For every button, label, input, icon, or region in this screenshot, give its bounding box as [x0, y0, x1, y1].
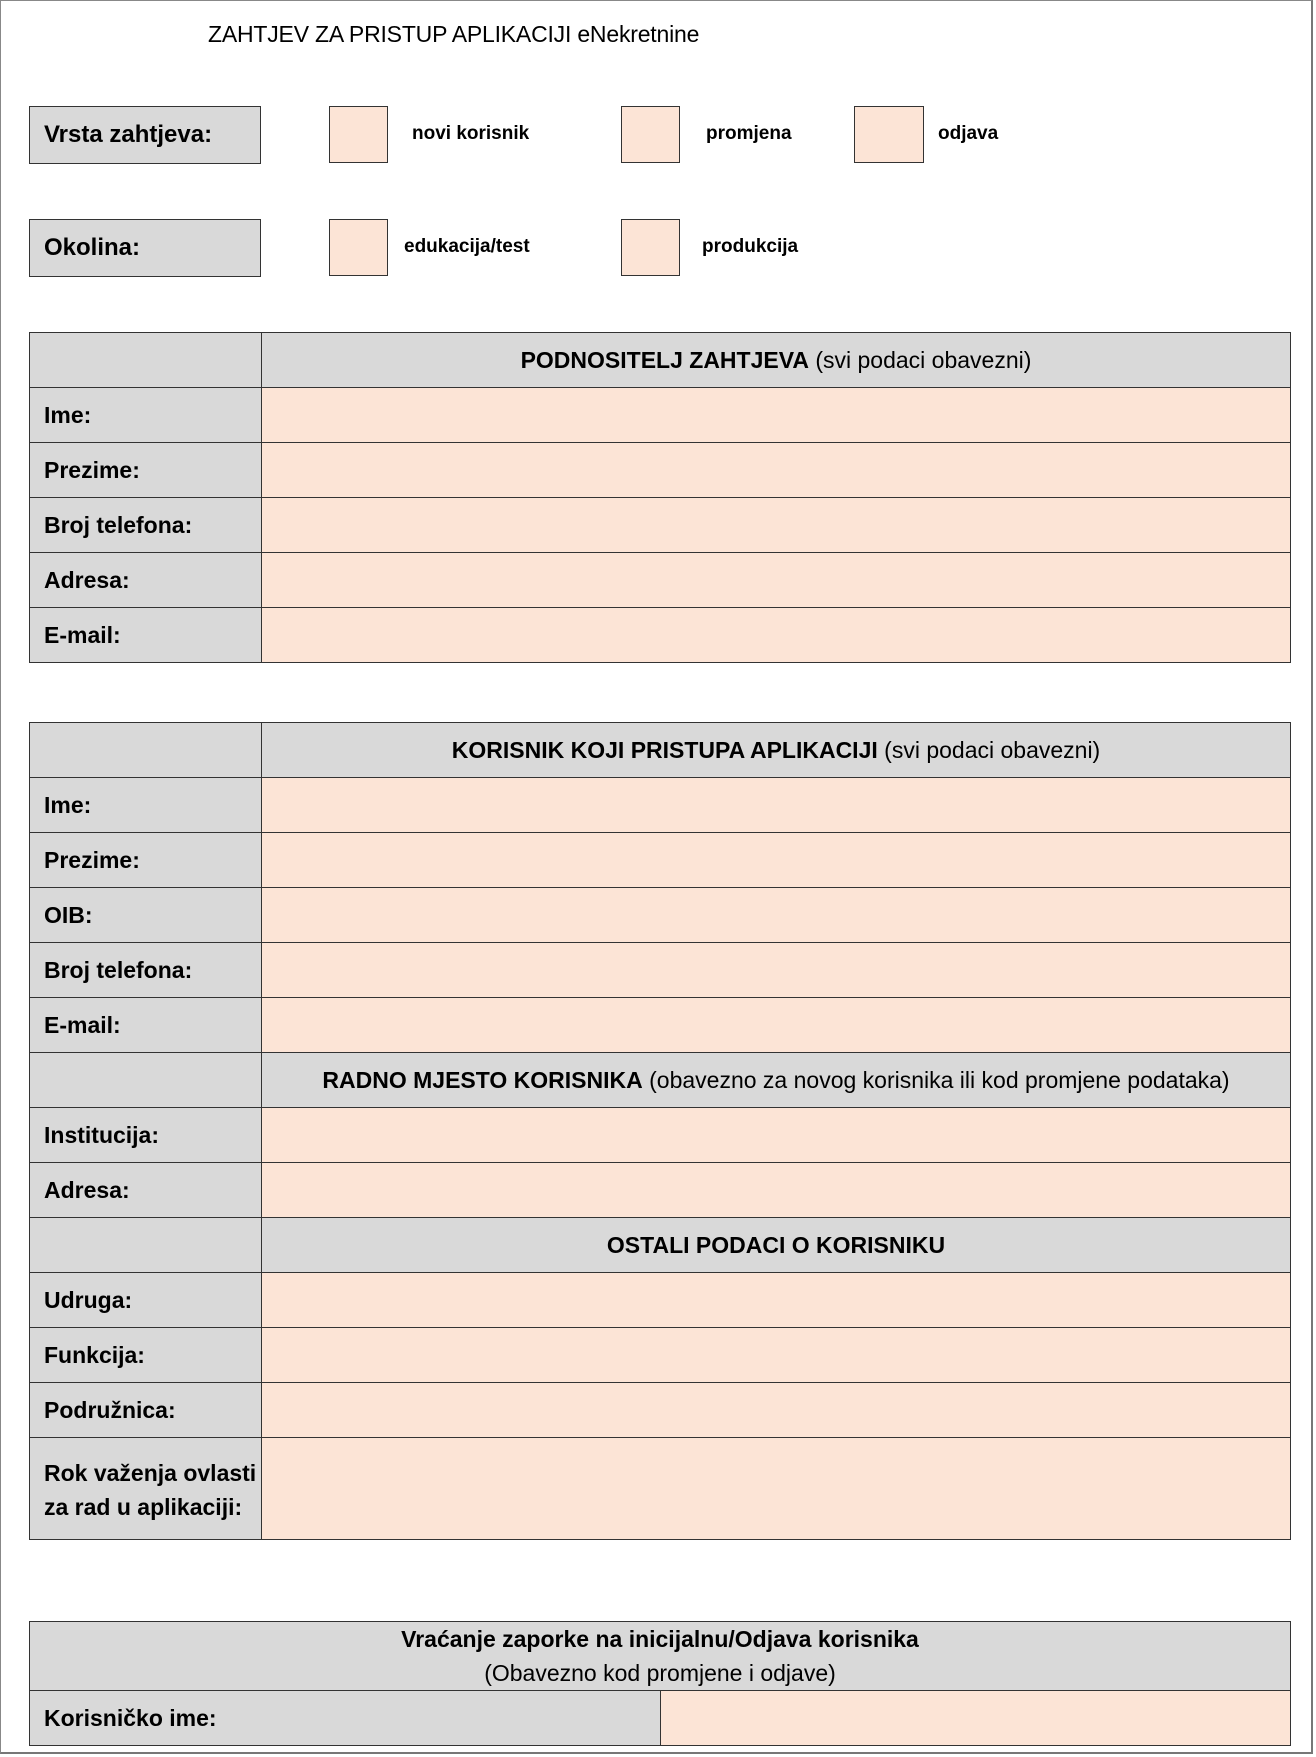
checkbox-novi-korisnik[interactable] [329, 106, 388, 163]
applicant-adresa-field[interactable] [262, 553, 1291, 608]
table-row [30, 1273, 1291, 1328]
workplace-header-blank [30, 1053, 262, 1108]
applicant-email-label: E-mail: [30, 608, 262, 663]
table-row [30, 1108, 1291, 1163]
table-row [30, 498, 1291, 553]
user-header-title: KORISNIK KOJI PRISTUPA APLIKACIJI [451, 736, 878, 763]
table-row [30, 608, 1291, 663]
table-row [30, 1328, 1291, 1383]
user-header-blank [30, 723, 262, 778]
other-header [262, 1218, 1291, 1273]
reset-header [30, 1622, 1291, 1691]
other-header-row [30, 1218, 1291, 1273]
reset-korisnicko-ime-field[interactable] [660, 1691, 1291, 1746]
other-podruznica-label: Podružnica: [30, 1383, 262, 1438]
workplace-header [262, 1053, 1291, 1108]
applicant-header-row [30, 333, 1291, 388]
other-header-blank [30, 1218, 262, 1273]
applicant-prezime-label: Prezime: [30, 443, 262, 498]
table-row [30, 998, 1291, 1053]
user-header [262, 723, 1291, 778]
table-row [30, 1163, 1291, 1218]
table-row [30, 388, 1291, 443]
table-row [30, 888, 1291, 943]
user-ime-field[interactable] [262, 778, 1291, 833]
user-ime-label: Ime: [30, 778, 262, 833]
request-type-label: Vrsta zahtjeva: [29, 106, 261, 164]
checkbox-label-novi-korisnik: novi korisnik [412, 123, 530, 144]
checkbox-label-edukacija-test: edukacija/test [404, 236, 530, 257]
other-udruga-label: Udruga: [30, 1273, 262, 1328]
workplace-adresa-label: Adresa: [30, 1163, 262, 1218]
applicant-ime-field[interactable] [262, 388, 1291, 443]
user-email-label: E-mail: [30, 998, 262, 1053]
workplace-header-title: RADNO MJESTO KORISNIKA [322, 1066, 643, 1093]
reset-korisnicko-ime-label: Korisničko ime: [30, 1691, 661, 1746]
workplace-header-note: (obavezno za novog korisnika ili kod promjene podataka) [642, 1066, 1230, 1093]
checkbox-edukacija-test[interactable] [329, 219, 388, 276]
applicant-header-note: (svi podaci obavezni) [808, 346, 1032, 373]
workplace-institucija-label: Institucija: [30, 1108, 262, 1163]
applicant-header [262, 333, 1291, 388]
applicant-table [29, 332, 1291, 663]
other-funkcija-label: Funkcija: [30, 1328, 262, 1383]
other-podruznica-field[interactable] [262, 1383, 1291, 1438]
table-row [30, 553, 1291, 608]
table-row [30, 943, 1291, 998]
applicant-telefon-label: Broj telefona: [30, 498, 262, 553]
other-rok-vazenja-label: Rok važenja ovlasti za rad u aplikaciji: [30, 1438, 262, 1540]
reset-header-note: (Obavezno kod promjene i odjave) [484, 1660, 836, 1686]
checkbox-promjena[interactable] [621, 106, 680, 163]
reset-header-title: Vraćanje zaporke na inicijalnu/Odjava korisnika [401, 1626, 919, 1652]
checkbox-label-produkcija: produkcija [702, 236, 799, 257]
applicant-telefon-field[interactable] [262, 498, 1291, 553]
table-row [30, 833, 1291, 888]
user-telefon-label: Broj telefona: [30, 943, 262, 998]
page-title: ZAHTJEV ZA PRISTUP APLIKACIJI eNekretnine [208, 21, 700, 47]
workplace-institucija-field[interactable] [262, 1108, 1291, 1163]
user-table [29, 722, 1291, 1540]
other-rok-vazenja-field[interactable] [262, 1438, 1291, 1540]
user-telefon-field[interactable] [262, 943, 1291, 998]
other-udruga-field[interactable] [262, 1273, 1291, 1328]
user-header-row [30, 723, 1291, 778]
workplace-adresa-field[interactable] [262, 1163, 1291, 1218]
user-prezime-label: Prezime: [30, 833, 262, 888]
other-funkcija-field[interactable] [262, 1328, 1291, 1383]
checkbox-produkcija[interactable] [621, 219, 680, 276]
table-row [30, 778, 1291, 833]
user-email-field[interactable] [262, 998, 1291, 1053]
table-row [30, 1691, 1291, 1746]
applicant-prezime-field[interactable] [262, 443, 1291, 498]
applicant-ime-label: Ime: [30, 388, 262, 443]
other-header-title: OSTALI PODACI O KORISNIKU [606, 1231, 946, 1258]
applicant-header-blank [30, 333, 262, 388]
checkbox-label-odjava: odjava [938, 123, 999, 144]
applicant-header-title: PODNOSITELJ ZAHTJEVA [520, 346, 809, 373]
applicant-email-field[interactable] [262, 608, 1291, 663]
workplace-header-row [30, 1053, 1291, 1108]
user-oib-label: OIB: [30, 888, 262, 943]
user-header-note: (svi podaci obavezni) [877, 736, 1101, 763]
user-oib-field[interactable] [262, 888, 1291, 943]
reset-header-row [30, 1622, 1291, 1691]
environment-label: Okolina: [29, 219, 261, 277]
reset-table [29, 1621, 1291, 1746]
user-prezime-field[interactable] [262, 833, 1291, 888]
table-row [30, 443, 1291, 498]
checkbox-label-promjena: promjena [706, 123, 792, 144]
table-row [30, 1438, 1291, 1540]
checkbox-odjava[interactable] [854, 106, 924, 163]
applicant-adresa-label: Adresa: [30, 553, 262, 608]
table-row [30, 1383, 1291, 1438]
